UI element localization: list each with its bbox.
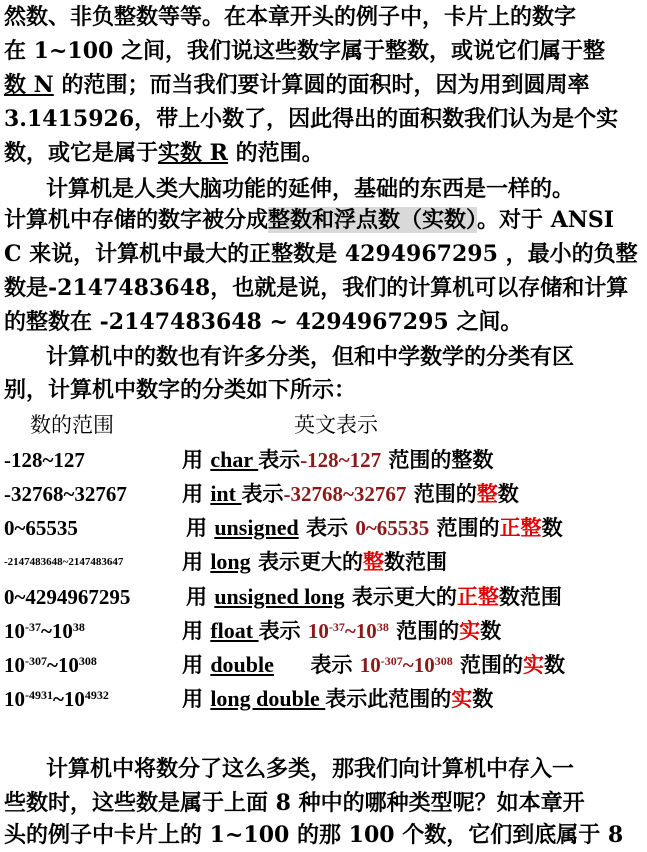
row-text: 表示此范围的 (325, 686, 452, 711)
row-use: 用 (186, 584, 215, 609)
table-header (4, 408, 644, 442)
row-use: 用 (182, 652, 211, 677)
range-mid: ~10 (47, 653, 79, 677)
row-desc (186, 511, 563, 545)
range-mid: ~10 (41, 619, 73, 643)
table-row (4, 545, 644, 579)
row-keyword: long double (210, 686, 326, 711)
para1-line5-end: 的范围。 (227, 140, 324, 166)
row-keyword: char (210, 447, 259, 472)
row-range: 0~65535 (4, 516, 78, 540)
header-range: 数的范围 (30, 413, 114, 437)
row-text2: 范围的 (388, 618, 460, 643)
value-mid: ~10 (344, 619, 377, 643)
range-exp: 38 (72, 620, 85, 634)
row-range-value (308, 619, 389, 643)
row-keyword: float (210, 618, 259, 643)
para2-line4: 数是-2147483648，也就是说，我们的计算机可以存储和计算 (4, 275, 629, 301)
value-exp: 38 (376, 620, 389, 634)
row-tail: 数 (472, 686, 494, 711)
row-use: 用 (182, 481, 211, 506)
range-exp: 308 (78, 654, 97, 668)
row-tail: 数 (544, 652, 566, 677)
row-desc (182, 648, 565, 682)
value-mid: ~10 (402, 653, 435, 677)
row-range: -32768~32767 (4, 482, 127, 506)
table-row (4, 443, 644, 477)
range-base: 10 (4, 653, 25, 677)
row-range-value: 0~65535 (355, 516, 430, 540)
table-row (4, 682, 644, 716)
header-repr: 英文表示 (294, 413, 378, 437)
table-row (4, 648, 644, 682)
para2-line2 (4, 203, 614, 237)
para2-line5: 的整数在 -2147483648 ~ 4294967295 之间。 (4, 309, 523, 335)
table-row (4, 580, 644, 614)
row-text: 表示更大的 (250, 549, 363, 574)
row-text2: 范围的 (406, 481, 477, 506)
row-desc (182, 477, 519, 511)
row-use: 用 (186, 515, 215, 540)
row-range-value: -32768~32767 (283, 482, 407, 506)
range-base: 10 (4, 619, 25, 643)
row-text2: 范围的 (429, 515, 500, 540)
row-tail: 数 (480, 618, 502, 643)
para1-line4: 3.1415926，带上小数了，因此得出的面积数我们认为是个实 (4, 106, 619, 132)
table-row (4, 511, 644, 545)
row-red: 整 (362, 549, 384, 574)
para4-line2: 些数时，这些数是属于上面 8 种中的哪种类型呢？如本章开 (4, 790, 585, 816)
range-exp: -4931 (25, 688, 53, 702)
row-red: 正整 (456, 584, 499, 609)
row-red: 实 (523, 652, 545, 677)
row-text2: 范围的 (452, 652, 524, 677)
range-base: 10 (4, 687, 25, 711)
row-tail: 数 (541, 515, 563, 540)
para1-line5-start: 数，或它是属于 (4, 140, 159, 166)
para2-line1: 计算机是人类大脑功能的延伸，基础的东西是一样的。 (46, 176, 575, 202)
range-exp: -37 (25, 620, 41, 634)
row-desc (182, 614, 501, 648)
para1-line2: 在 1~100 之间，我们说这些数字属于整数，或说它们属于整 (4, 38, 605, 64)
row-use: 用 (182, 686, 211, 711)
row-use: 用 (182, 447, 211, 472)
row-range (4, 648, 97, 682)
table-row (4, 477, 644, 511)
row-text: 表示 (258, 618, 308, 643)
row-range: 0~4294967295 (4, 585, 131, 609)
row-red: 整 (476, 481, 498, 506)
para4-line3: 头的例子中卡片上的 1~100 的那 100 个数，它们到底属于 8 (4, 822, 624, 848)
para2-line2-start: 计算机中存储的数字被分成 (4, 207, 269, 233)
row-range (4, 682, 109, 716)
row-text: 表示 (241, 481, 284, 506)
range-exp: 4932 (84, 688, 109, 702)
row-range-value: -128~127 (300, 448, 382, 472)
row-keyword: long (210, 549, 251, 574)
real-r-term: 实数 R (158, 140, 228, 166)
range-exp: -307 (25, 654, 47, 668)
row-text: 表示 (298, 515, 356, 540)
row-use: 用 (182, 549, 211, 574)
highlighted-term: 整数和浮点数（实数） (268, 207, 478, 233)
row-keyword: int (210, 481, 242, 506)
value-exp: 308 (434, 654, 453, 668)
row-desc (186, 580, 562, 614)
row-text: 表示更大的 (344, 584, 457, 609)
row-keyword: unsigned (214, 515, 299, 540)
row-desc (182, 545, 447, 579)
row-range (4, 614, 85, 648)
row-range: -128~127 (4, 448, 85, 472)
row-text: 表示 (258, 447, 301, 472)
para2-line3: C 来说，计算机中最大的正整数是 4294967295 ，最小的负整 (4, 241, 638, 267)
row-keyword: unsigned long (214, 584, 345, 609)
para1-line1: 然数、非负整数等等。在本章开头的例子中，卡片上的数字 (4, 4, 577, 30)
set-n-term: 数 N (4, 72, 54, 98)
row-tail: 数 (497, 481, 519, 506)
row-range-value (360, 653, 453, 677)
row-red: 实 (451, 686, 473, 711)
para1-line3 (4, 68, 589, 102)
row-red: 实 (459, 618, 481, 643)
row-text: 表示 (273, 652, 360, 677)
range-mid: ~10 (53, 687, 85, 711)
para4-line1: 计算机中将数分了这么多类，那我们向计算机中存入一 (46, 756, 575, 782)
row-use: 用 (182, 618, 211, 643)
value-exp: -307 (380, 654, 403, 668)
row-red: 正整 (499, 515, 542, 540)
value-base: 10 (307, 619, 329, 643)
row-tail: 数范围 (383, 549, 447, 574)
para1-line3-rest: 的范围；而当我们要计算圆的面积时，因为用到圆周率 (53, 72, 590, 98)
value-base: 10 (359, 653, 381, 677)
para1-line5 (4, 136, 324, 170)
row-desc (182, 682, 493, 716)
row-desc (182, 443, 493, 477)
para3-line1: 计算机中的数也有许多分类，但和中学数学的分类有区 (46, 344, 575, 370)
para3-line2: 别，计算机中数字的分类如下所示： (4, 377, 357, 403)
value-exp: -37 (328, 620, 345, 634)
row-tail: 数范围 (498, 584, 562, 609)
row-text2: 范围的整数 (381, 447, 494, 472)
table-row (4, 614, 644, 648)
para2-line2-end: 。对于 ANSI (477, 207, 615, 233)
row-keyword: double (210, 652, 274, 677)
row-range: -2147483648~2147483647 (4, 556, 124, 568)
